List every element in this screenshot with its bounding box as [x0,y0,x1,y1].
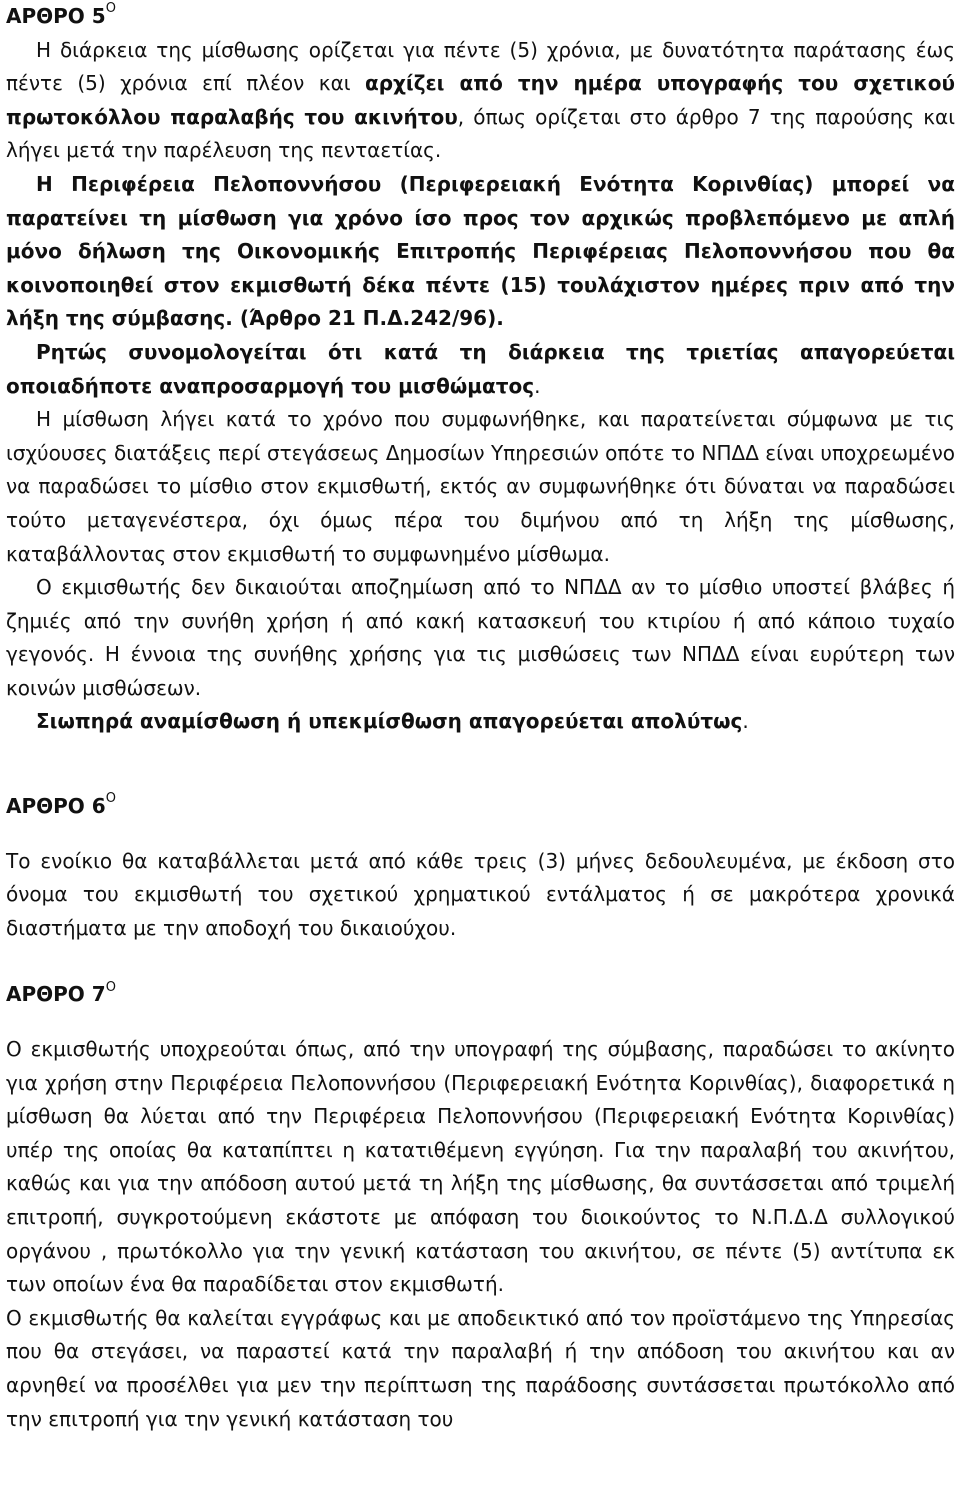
article-5-sup: Ο [105,1,116,17]
article-7-heading [6,978,955,1012]
article-5-title: ΑΡΘΡΟ 5 [6,4,106,28]
spacer [6,1012,955,1033]
article-5-heading [6,0,955,34]
article-7-paragraph-1: Ο εκμισθωτής υποχρεούται όπως, από την υπογραφή της σύμβασης, παραδώσει το ακίνητο για χρήση στην Περιφέρεια Πελοποννήσου (Περιφερειακή Ενότητα Κορινθίας), διαφορετικά η μίσθωση θα λύεται από την Περιφέρεια Πελοποννήσου (Περιφερειακή Ενότητα Κορινθίας) υπέρ της οποίας θα καταπίπτει η κατατιθέμενη εγγύηση. Για την παραλαβή του ακινήτου, καθώς και για την απόδοση αυτού μετά τη λήξη της μίσθωσης, θα συντάσσεται από τριμελή επιτροπή, συγκροτούμενη εκάστοτε με απόφαση του διοικούντος το Ν.Π.Δ.Δ συλλογικού οργάνου , πρωτόκολλο για την γενική κατάσταση του ακινήτου, σε πέντε (5) αντίτυπα εκ των οποίων ένα θα παραδίδεται στον εκμισθωτή. [6,1037,955,1297]
article-6-heading [6,790,955,824]
article-7-title: ΑΡΘΡΟ 7 [6,982,106,1007]
article-5-p1-bold: αρχίζει από την ημέρα υπογραφής του σχετικού πρωτοκόλλου παραλαβής του ακινήτου [6,71,955,129]
article-5-paragraph-6 [6,705,955,739]
article-5-p1-text: Η διάρκεια της μίσθωσης ορίζεται για πέντε (5) χρόνια, με δυνατότητα παράτασης έως πέντε (5) χρόνια επί πλέον και [6,37,955,96]
article-5-p1-tail: , όπως ορίζεται στο άρθρο 7 της παρούσης και λήγει μετά την παρέλευση της πενταετίας. [6,104,955,163]
article-5-paragraph-1 [6,34,955,168]
spacer [6,945,955,978]
article-5-paragraph-5: Ο εκμισθωτής δεν δικαιούται αποζημίωση από το ΝΠΔΔ αν το μίσθιο υποστεί βλάβες ή ζημιές από την συνήθη χρήση ή από κακή κατασκευή του κτιρίου ή από κάποιο τυχαίο γεγονός. Η έννοια της συνήθης χρήσης για τις μισθώσεις των ΝΠΔΔ είναι ευρύτερη των κοινών μισθώσεων. [6,575,955,700]
article-5-paragraph-2: Η Περιφέρεια Πελοποννήσου (Περιφερειακή Ενότητα Κορινθίας) μπορεί να παρατείνει τη μίσθωση για χρόνο ίσο προς τον αρχικώς προβλεπόμενο με απλή μόνο δήλωση της Οικονομικής Επιτροπής Περιφέρειας Πελοποννήσου που θα κοινοποιηθεί στον εκμισθωτή δέκα πέντε (15) τουλάχιστον ημέρες πριν από την λήξη της σύμβασης. (Άρθρο 21 Π.Δ.242/96). [6,171,955,331]
article-5-p3-end: . [534,373,541,398]
article-5-paragraph-4: Η μίσθωση λήγει κατά το χρόνο που συμφωνήθηκε, και παρατείνεται σύμφωνα με τις ισχύουσες διατάξεις περί στεγάσεως Δημοσίων Υπηρεσιών οπότε το ΝΠΔΔ είναι υποχρεωμένο να παραδώσει το μίσθιο στον εκμισθωτή, εκτός αν συμφωνήθηκε ότι δύναται να παραδώσει τούτο μεταγενέστερα, όχι όμως πέρα του διμήνου από τη λήξη της μίσθωσης, καταβάλλοντας στον εκμισθωτή το συμφωνημένο μίσθωμα. [6,407,955,566]
article-6-sup: Ο [105,791,116,807]
spacer [6,757,955,790]
article-5-paragraph-3 [6,336,955,403]
spacer [6,824,955,845]
article-7-sup: Ο [105,979,116,995]
article-6-paragraph-1: Το ενοίκιο θα καταβάλλεται μετά από κάθε τρεις (3) μήνες δεδουλευμένα, με έκδοση στο όνομα του εκμισθωτή του σχετικού χρηματικού εντάλματος ή σε μακρότερα χρονικά διαστήματα με την αποδοχή του δικαιούχου. [6,848,955,940]
article-5-p6-bold: Σιωπηρά αναμίσθωση ή υπεκμίσθωση απαγορεύεται απολύτως [36,709,743,734]
article-6-title: ΑΡΘΡΟ 6 [6,794,106,819]
article-5-p3-bold: Ρητώς συνομολογείται ότι κατά τη διάρκεια της τριετίας απαγορεύεται οποιαδήποτε αναπροσαρμογή του μισθώματος [6,339,955,398]
article-7-paragraph-2: Ο εκμισθωτής θα καλείται εγγράφως και με αποδεικτικό από τον προϊστάμενο της Υπηρεσίας που θα στεγάσει, να παραστεί κατά την παραλαβή ή την απόδοση του ακινήτου και αν αρνηθεί να προσέλθει για μεν την περίπτωση της παράδοσης συντάσσεται πρωτόκολλο από την επιτροπή για την γενική κατάσταση του [6,1305,955,1431]
article-5-p6-end: . [742,709,749,734]
